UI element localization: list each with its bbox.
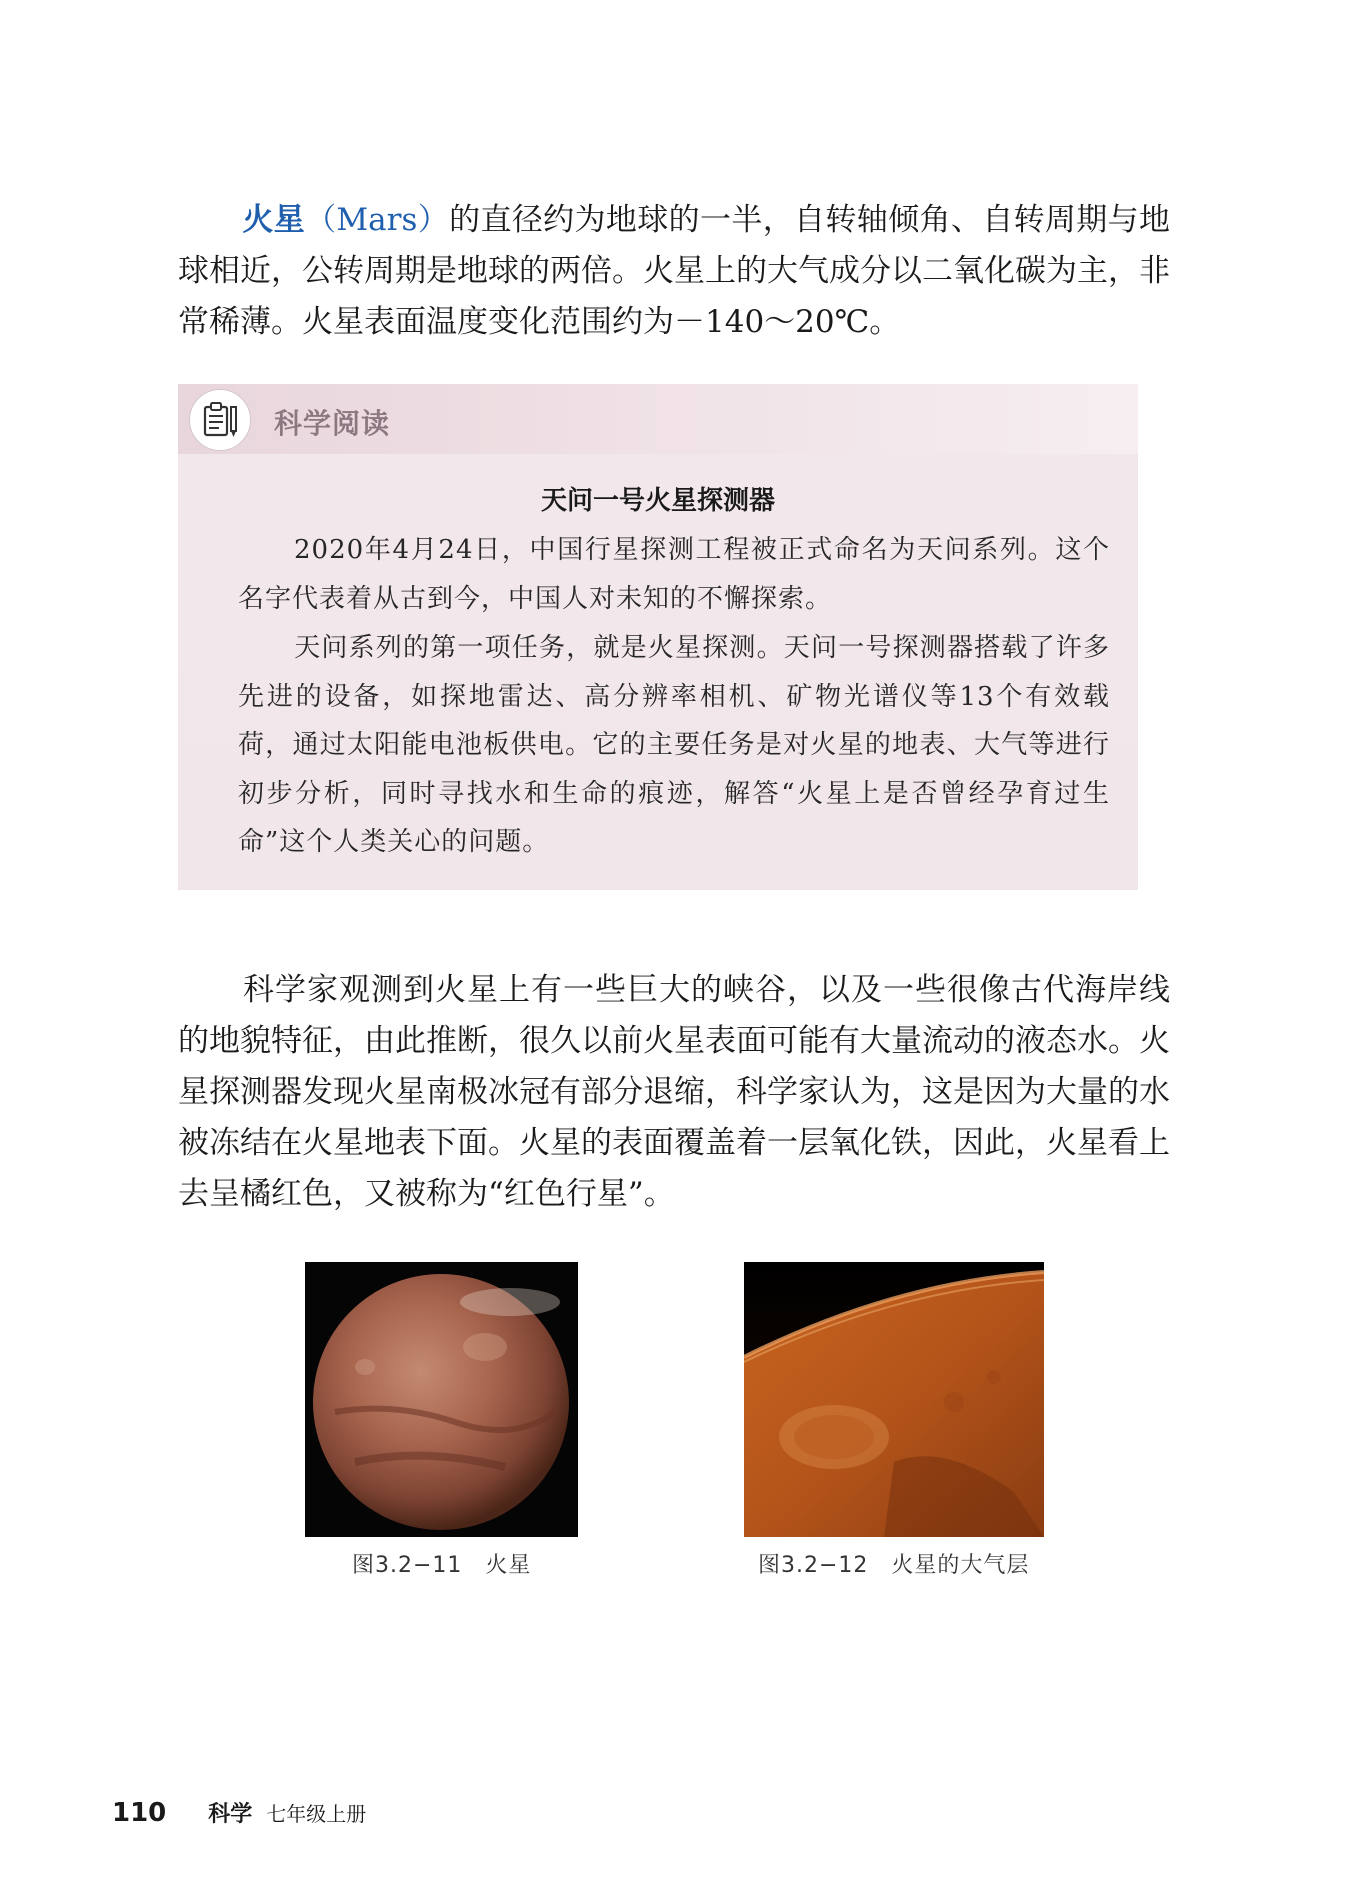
clipboard-pencil-icon bbox=[189, 389, 251, 451]
science-reading-box bbox=[178, 384, 1138, 890]
intro-paragraph bbox=[178, 195, 1170, 348]
mars-atmosphere-photo bbox=[744, 1262, 1044, 1537]
term-mars-english: （Mars） bbox=[305, 202, 450, 238]
page-number: 110 bbox=[112, 1798, 167, 1828]
book-grade: 七年级上册 bbox=[266, 1802, 367, 1826]
intro-text: 的直径约为地球的一半，自转轴倾角、自转周期与地球相近，公转周期是地球的两倍。火星上的大气成分以二氧化碳为主，非常稀薄。火星表面温度变化范围约为－140～20℃。 bbox=[178, 202, 1171, 340]
figure-caption-atmosphere: 图3.2−12 火星的大气层 bbox=[758, 1553, 1030, 1578]
term-mars: 火星 bbox=[242, 202, 306, 238]
reading-paragraph: 天问系列的第一项任务，就是火星探测。天问一号探测器搭载了许多先进的设备，如探地雷达、高分辨率相机、矿物光谱仪等13个有效载荷，通过太阳能电池板供电。它的主要任务是对火星的地表、大气等进行初步分析，同时寻找水和生命的痕迹，解答“火星上是否曾经孕育过生命”这个人类关心的问题。 bbox=[238, 633, 1110, 857]
reading-title: 天问一号火星探测器 bbox=[540, 486, 775, 516]
mars-photo bbox=[305, 1262, 578, 1537]
page-footer bbox=[112, 1797, 366, 1828]
body-paragraph: 科学家观测到火星上有一些巨大的峡谷，以及一些很像古代海岸线的地貌特征，由此推断，很久以前火星表面可能有大量流动的液态水。火星探测器发现火星南极冰冠有部分退缩，科学家认为，这是因为大量的水被冻结在火星地表下面。火星的表面覆盖着一层氧化铁，因此，火星看上去呈橘红色，又被称为“红色行星”。 bbox=[178, 972, 1170, 1212]
reading-paragraph: 2020年4月24日，中国行星探测工程被正式命名为天问系列。这个名字代表着从古到今，中国人对未知的不懈探索。 bbox=[238, 535, 1110, 614]
science-reading-label: 科学阅读 bbox=[274, 407, 391, 440]
book-name: 科学 bbox=[208, 1802, 253, 1827]
figure-caption-mars: 图3.2−11 火星 bbox=[352, 1553, 532, 1578]
